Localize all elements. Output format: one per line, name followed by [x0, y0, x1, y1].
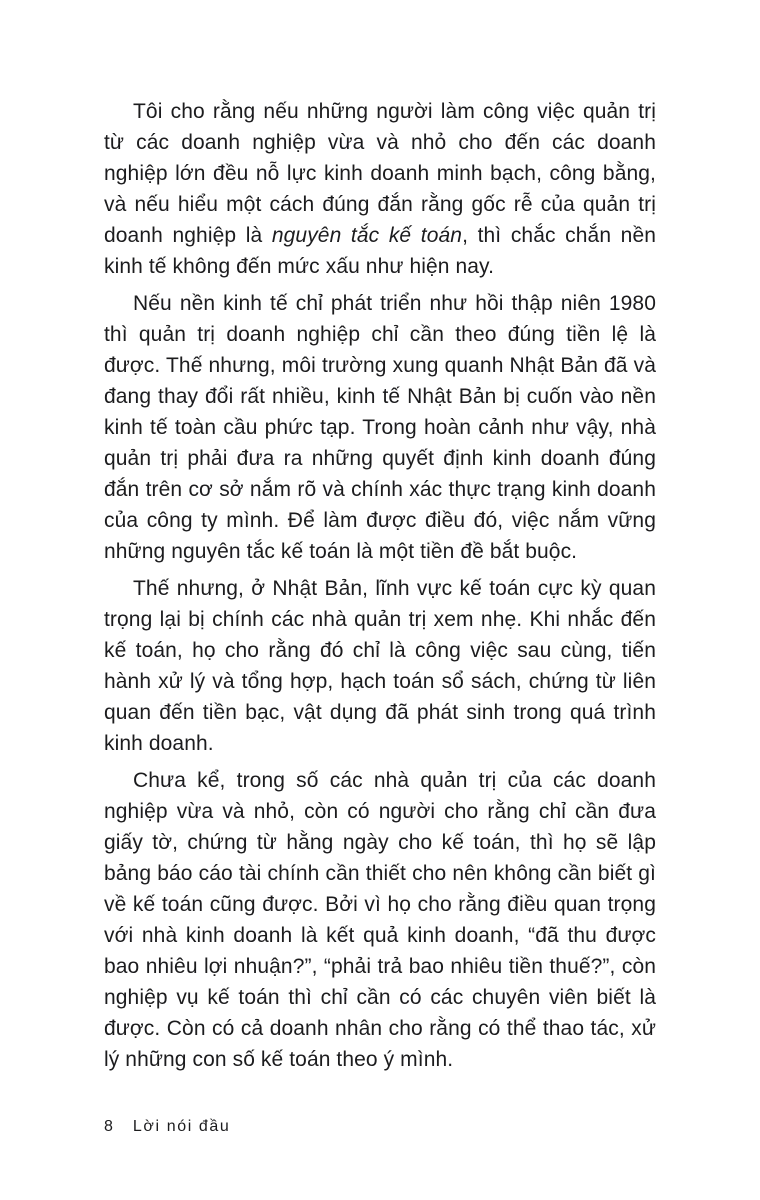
- page-footer: [104, 1117, 230, 1137]
- text-run: Tôi cho rằng nếu những người làm công việc quản trị từ các doanh nghiệp vừa và nhỏ cho đến các doanh nghiệp lớn đều nỗ lực kinh doanh minh bạch, công bằng, và nếu hiểu một cách đúng đắn rằng gốc rễ của quản trị doanh nghiệp là: [104, 100, 656, 247]
- paragraph: [104, 573, 656, 759]
- paragraph: [104, 288, 656, 567]
- paragraph: [104, 765, 656, 1075]
- italic-text-run: nguyên tắc kế toán: [271, 224, 463, 247]
- text-run: Nếu nền kinh tế chỉ phát triển như hồi thập niên 1980 thì quản trị doanh nghiệp chỉ cần theo đúng tiền lệ là được. Thế nhưng, môi trường xung quanh Nhật Bản đã và đang thay đổi rất nhiều, kinh tế Nhật Bản bị cuốn vào nền kinh tế toàn cầu phức tạp. Trong hoàn cảnh như vậy, nhà quản trị phải đưa ra những quyết định kinh doanh đúng đắn trên cơ sở nắm rõ và chính xác thực trạng kinh doanh của công ty mình. Để làm được điều đó, việc nắm vững những nguyên tắc kế toán là một tiền đề bắt buộc.: [104, 292, 656, 563]
- footer-section-title: Lời nói đầu: [132, 1118, 231, 1135]
- text-run: , thì chắc chắn nền kinh tế không đến mức xấu như hiện nay.: [104, 224, 657, 278]
- footer-page-number: 8: [104, 1118, 114, 1135]
- text-block: [104, 96, 656, 1081]
- text-run: Thế nhưng, ở Nhật Bản, lĩnh vực kế toán cực kỳ quan trọng lại bị chính các nhà quản trị xem nhẹ. Khi nhắc đến kế toán, họ cho rằng đó chỉ là công việc sau cùng, tiến hành xử lý và tổng hợp, hạch toán sổ sách, chứng từ liên quan đến tiền bạc, vật dụng đã phát sinh trong quá trình kinh doanh.: [104, 577, 656, 755]
- text-run: Chưa kể, trong số các nhà quản trị của các doanh nghiệp vừa và nhỏ, còn có người cho rằng chỉ cần đưa giấy tờ, chứng từ hằng ngày cho kế toán, thì họ sẽ lập bảng báo cáo tài chính cần thiết cho nên không cần biết gì về kế toán cũng được. Bởi vì họ cho rằng điều quan trọng với nhà kinh doanh là kết quả kinh doanh, “đã thu được bao nhiêu lợi nhuận?”, “phải trả bao nhiêu tiền thuế?”, còn nghiệp vụ kế toán thì chỉ cần có các chuyên viên biết là được. Còn có cả doanh nhân cho rằng có thể thao tác, xử lý những con số kế toán theo ý mình.: [104, 769, 656, 1071]
- paragraph: [104, 96, 656, 282]
